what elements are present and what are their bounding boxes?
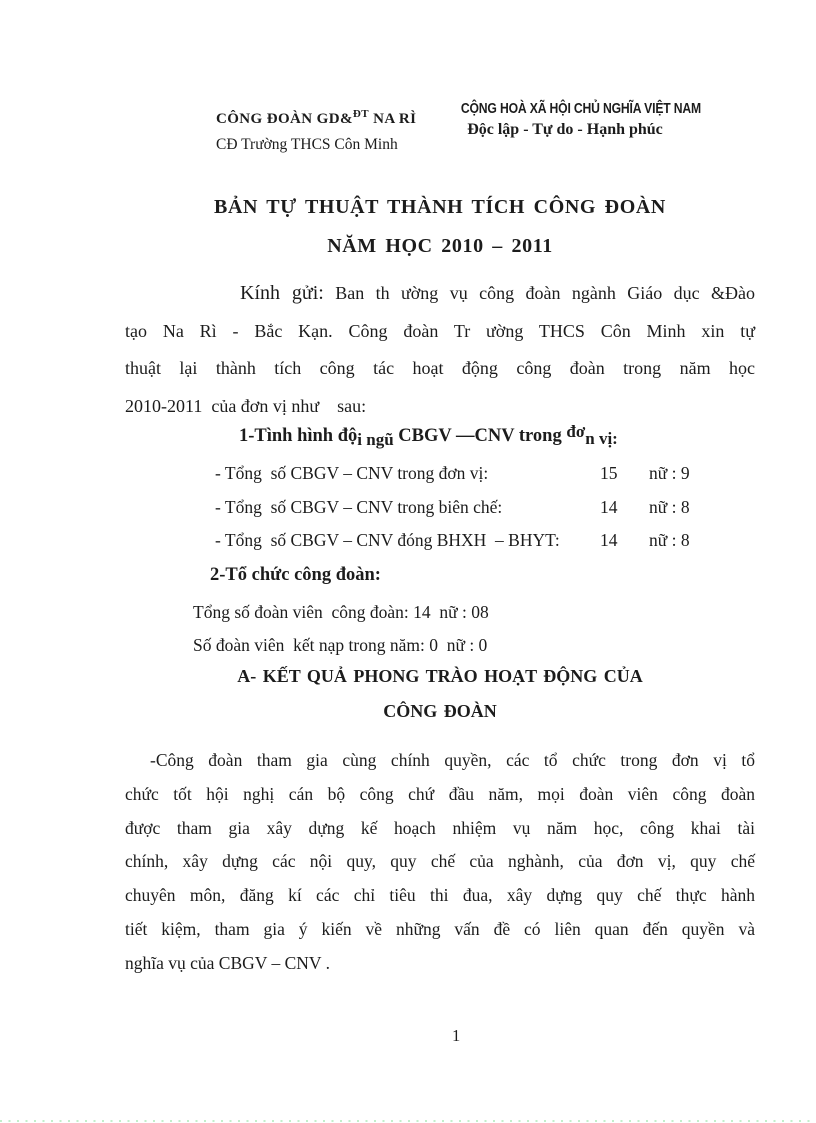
section-a-paragraph [125,744,755,981]
stat-row-total-unit [215,457,760,491]
document-title-line2: NĂM HỌC 2010 – 2011 [327,235,553,257]
stat-count: 14 [600,530,618,550]
document-title-line1: BẢN TỰ THUẬT THÀNH TÍCH CÔNG ĐOÀN [214,196,666,218]
stat-label: - Tổng số CBGV – CNV đóng BHXH – BHYT: [215,530,560,550]
text-line: chính, xây dựng các nội quy, quy chế của nghành, của đơn vị, quy chế [125,851,755,872]
org-name-superscript: ĐT [352,108,369,120]
page-break-dotted-line [0,1120,816,1122]
text-line: tạo Na Rì - Bắc Kạn. Công đoàn Tr ường THCS Côn Minh xin tự [125,320,755,341]
org-name-suffix: NA RÌ [368,111,417,127]
stat-female-count: nữ : 8 [649,496,690,517]
national-motto-line2: Độc lập - Tự do - Hạnh phúc [467,121,663,138]
section-1-heading-seg3: CBGV —CNV trong [393,426,567,446]
stat-female-count: nữ : 8 [649,530,690,550]
salutation: Kính gửi: [240,282,324,304]
text-line: Tổng số đoàn viên công đoàn: 14 nữ : 08 [193,602,489,622]
section-1-heading-seg5: n vị: [585,429,618,448]
text-line: Số đoàn viên kết nạp trong năm: 0 nữ : 0 [193,635,488,656]
stat-row-insurance [215,524,760,558]
section-a-heading-line1: A- KẾT QUẢ PHONG TRÀO HOẠT ĐỘNG CỦA [237,666,643,686]
section-a-heading [125,659,755,728]
org-name [216,101,416,132]
text-line: thuật lại thành tích công tác hoạt động công đoàn trong năm học [125,358,755,378]
section-2-heading: 2-Tổ chức công đoàn: [210,565,381,585]
staff-statistics-list [215,457,760,558]
text-line: chức tốt hội nghị cán bộ công chứ đầu năm, mọi đoàn viên công đoàn [125,783,755,804]
unit-name: CĐ Trường THCS Côn Minh [216,136,398,153]
section-1-heading-seg1: 1-Tình hình độ [239,426,358,446]
stat-count: 15 [600,463,618,483]
stat-row-payroll [215,491,760,525]
section-1-heading [239,419,618,453]
stat-label: - Tổng số CBGV – CNV trong biên chế: [215,496,503,517]
text-line: chuyên môn, đăng kí các chỉ tiêu thi đua, xây dựng quy chế thực hành [125,885,755,906]
section-a-heading-line2: CÔNG ĐOÀN [383,700,497,721]
national-motto-line1: CỘNG HOÀ XÃ HỘI CHỦ NGHĨA VIỆT NAM [460,101,702,117]
intro-continuation [125,313,755,426]
text-line: tiết kiệm, tham gia ý kiến về những vấn đề có liên quan đến quyền và [125,918,755,939]
stat-female-count: nữ : 9 [649,463,690,483]
intro-first-line-rest: Ban th ường vụ công đoàn ngành Giáo dục &Đào [323,283,756,303]
page-number: 1 [452,1026,461,1045]
text-line: nghĩa vụ của CBGV – CNV . [125,952,330,973]
national-motto-line1-wrap [438,100,702,118]
document-title [125,188,755,266]
text-line: -Công đoàn tham gia cùng chính quyền, các tổ chức trong đơn vị tổ [150,750,755,770]
section-1-heading-seg2: i ngũ [357,430,394,449]
section-1-heading-seg4: đơ [566,422,586,441]
stat-label: - Tổng số CBGV – CNV trong đơn vị: [215,463,489,483]
text-line: được tham gia xây dựng kế hoạch nhiệm vụ năm học, công khai tài [125,817,755,838]
org-name-prefix: CÔNG ĐOÀN GD& [216,111,353,127]
text-line: 2010-2011 của đơn vị như sau: [125,395,367,416]
intro-paragraph [125,275,755,425]
issuing-org-block [216,101,416,158]
union-membership-lines [193,596,753,662]
stat-count: 14 [600,496,618,517]
national-header-block [438,100,702,139]
intro-first-line [125,275,755,313]
